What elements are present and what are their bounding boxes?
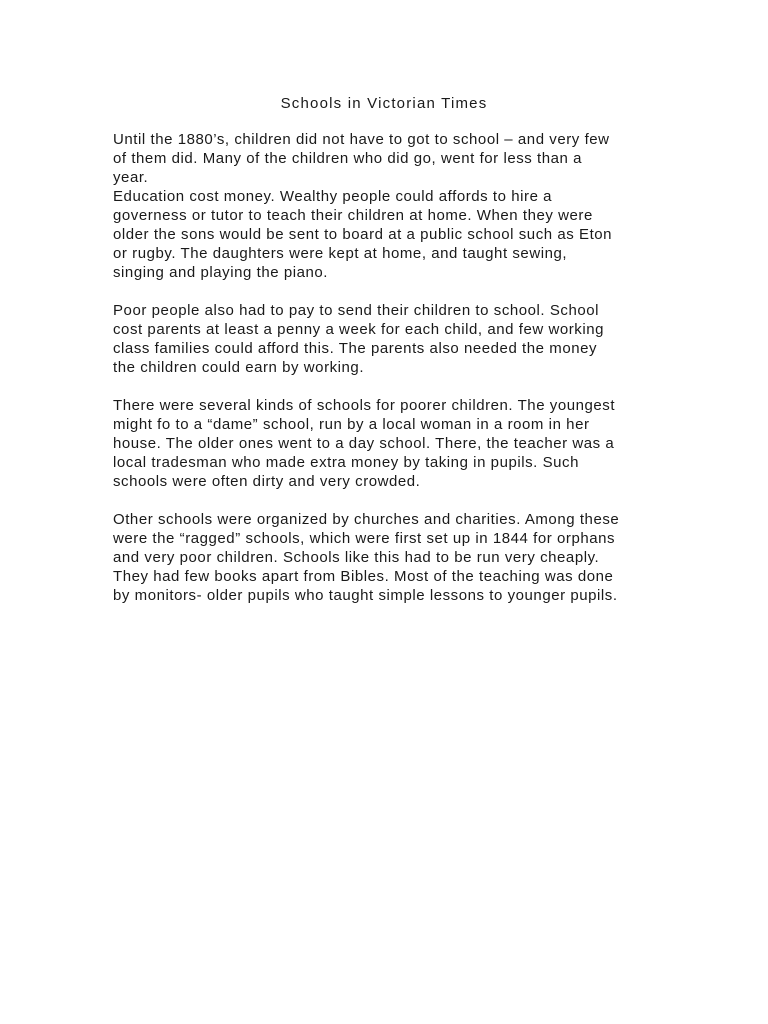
text-line: house. The older ones went to a day school. There, the teacher was a — [113, 435, 615, 452]
text-line: Other schools were organized by churches and charities. Among these — [113, 511, 620, 528]
text-line: were the “ragged” schools, which were first set up in 1844 for orphans — [113, 530, 616, 547]
text-line: cost parents at least a penny a week for each child, and few working — [113, 321, 604, 338]
text-line: and very poor children. Schools like this had to be run very cheaply. — [113, 549, 600, 566]
text-line: of them did. Many of the children who did go, went for less than a — [113, 150, 583, 167]
text-line: schools were often dirty and very crowded. — [113, 473, 421, 490]
paragraph-1 — [113, 130, 673, 187]
text-line: Education cost money. Wealthy people could affords to hire a — [113, 188, 553, 205]
document-title: Schools in Victorian Times — [280, 95, 488, 112]
text-line: They had few books apart from Bibles. Most of the teaching was done — [113, 568, 614, 585]
text-line: might fo to a “dame” school, run by a local woman in a room in her — [113, 416, 590, 433]
paragraph-2 — [113, 187, 673, 282]
text-line: the children could earn by working. — [113, 359, 365, 376]
text-line: Poor people also had to pay to send their children to school. School — [113, 302, 600, 319]
text-line: There were several kinds of schools for poorer children. The youngest — [113, 397, 616, 414]
text-line: local tradesman who made extra money by taking in pupils. Such — [113, 454, 579, 471]
text-line: Until the 1880’s, children did not have to got to school – and very few — [113, 131, 610, 148]
text-line: singing and playing the piano. — [113, 264, 328, 281]
paragraph-5 — [113, 510, 673, 605]
text-line: by monitors- older pupils who taught simple lessons to younger pupils. — [113, 587, 618, 604]
document-body — [113, 130, 673, 605]
text-line: year. — [113, 169, 149, 186]
text-line: or rugby. The daughters were kept at home, and taught sewing, — [113, 245, 568, 262]
text-line: class families could afford this. The parents also needed the money — [113, 340, 598, 357]
text-line: older the sons would be sent to board at a public school such as Eton — [113, 226, 613, 243]
paragraph-3 — [113, 301, 673, 377]
text-line: governess or tutor to teach their children at home. When they were — [113, 207, 593, 224]
paragraph-4 — [113, 396, 673, 491]
